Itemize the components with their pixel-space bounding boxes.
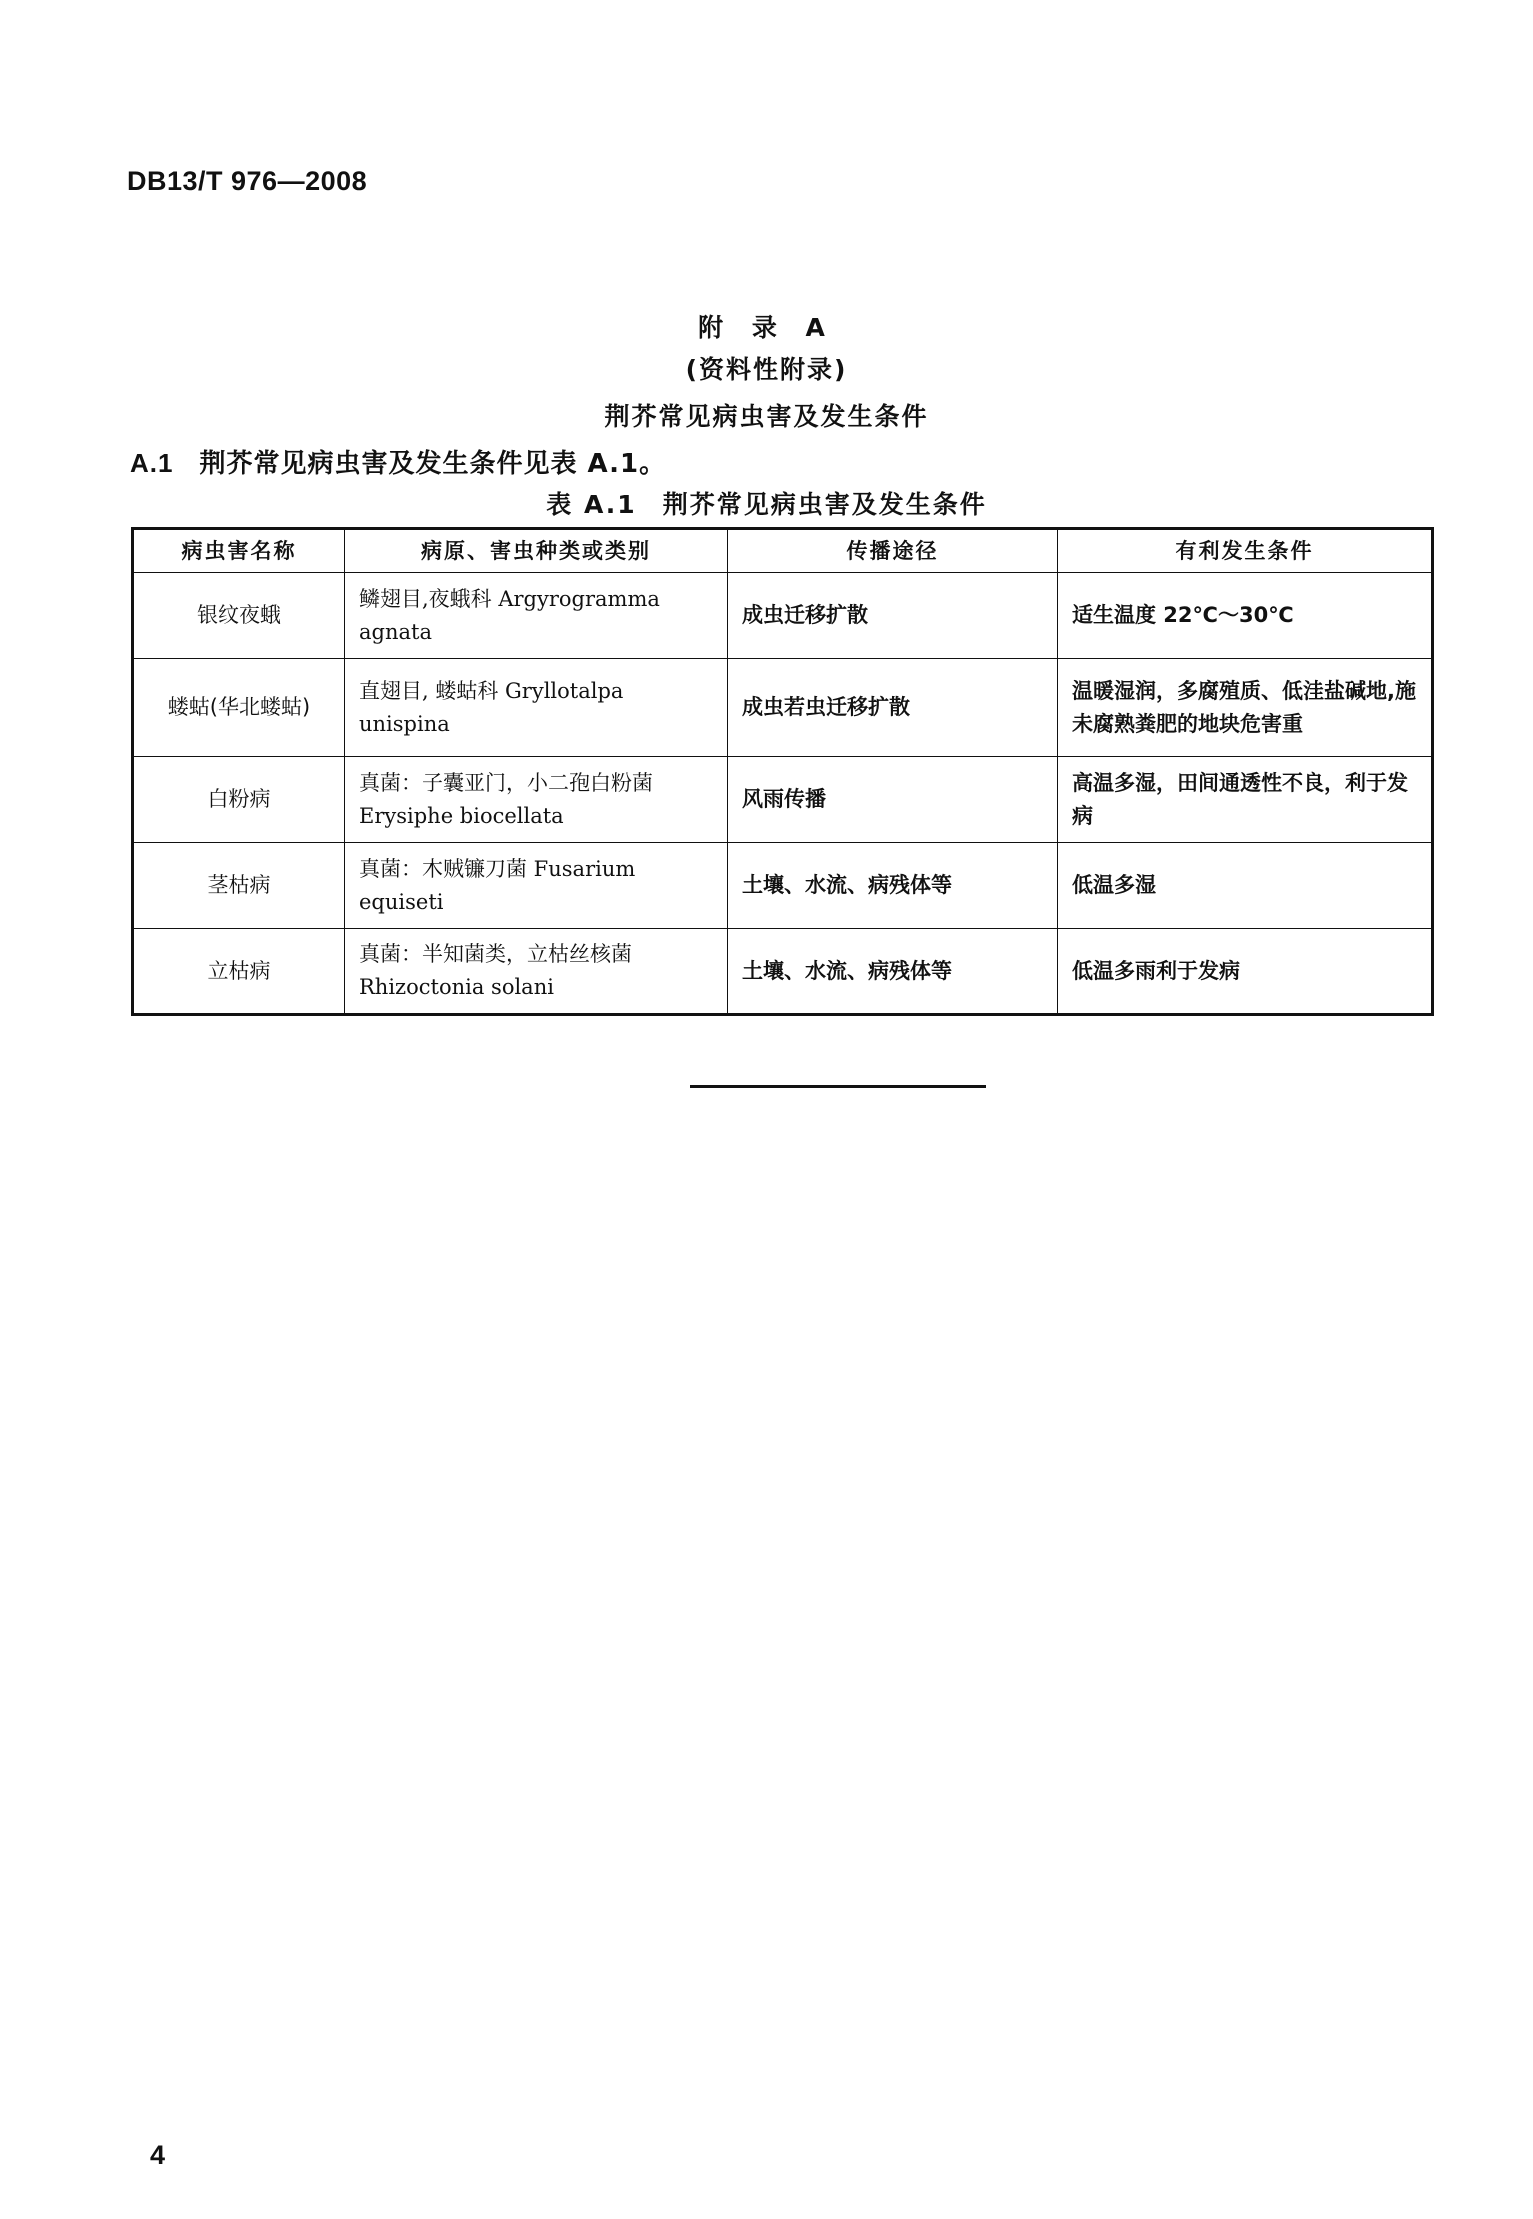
- table-header-row: [133, 529, 1433, 573]
- cell-cause: 直翅目, 蝼蛄科 Gryllotalpa unispina: [345, 659, 728, 757]
- cell-condition: 温暖湿润，多腐殖质、低洼盐碱地,施未腐熟粪肥的地块危害重: [1058, 659, 1433, 757]
- table-caption-label: 表 A.1: [546, 490, 637, 519]
- annex-type: (资料性附录): [685, 355, 848, 384]
- document-code: DB13/T 976—2008: [127, 166, 368, 196]
- cell-cause: 真菌：木贼镰刀菌 Fusarium equiseti: [345, 843, 728, 929]
- cell-spread: 土壤、水流、病残体等: [728, 843, 1058, 929]
- cell-condition: 低温多湿: [1058, 843, 1433, 929]
- header-spread: 传播途径: [728, 529, 1058, 573]
- page-number: 4: [150, 2140, 166, 2170]
- cell-name: 立枯病: [133, 929, 345, 1015]
- cell-name: 白粉病: [133, 757, 345, 843]
- header-name: 病虫害名称: [133, 529, 345, 573]
- annex-name: 荆芥常见病虫害及发生条件: [604, 402, 929, 431]
- table-row: [133, 757, 1433, 843]
- table-row: [133, 929, 1433, 1015]
- end-rule: [690, 1085, 986, 1088]
- cell-cause: 鳞翅目,夜蛾科 Argyrogramma agnata: [345, 573, 728, 659]
- cell-spread: 风雨传播: [728, 757, 1058, 843]
- cell-spread: 成虫若虫迁移扩散: [728, 659, 1058, 757]
- cell-condition: 适生温度 22℃～30℃: [1058, 573, 1433, 659]
- table-row: [133, 843, 1433, 929]
- cell-cause: 真菌：半知菌类，立枯丝核菌 Rhizoctonia solani: [345, 929, 728, 1015]
- table-caption-title: 荆芥常见病虫害及发生条件: [662, 490, 987, 519]
- cell-name: 蝼蛄(华北蝼蛄): [133, 659, 345, 757]
- section-number: A.1: [130, 448, 174, 478]
- header-condition: 有利发生条件: [1058, 529, 1433, 573]
- cell-spread: 土壤、水流、病残体等: [728, 929, 1058, 1015]
- cell-condition: 低温多雨利于发病: [1058, 929, 1433, 1015]
- cell-name: 茎枯病: [133, 843, 345, 929]
- table-caption: [0, 485, 1533, 521]
- cell-condition: 高温多湿，田间通透性不良，利于发病: [1058, 757, 1433, 843]
- section-a1: [130, 443, 666, 480]
- cell-name: 银纹夜蛾: [133, 573, 345, 659]
- table-row: [133, 659, 1433, 757]
- header-cause: 病原、害虫种类或类别: [345, 529, 728, 573]
- pest-disease-table: [131, 527, 1434, 1016]
- table-row: [133, 573, 1433, 659]
- annex-title: 附 录 A: [698, 313, 835, 342]
- cell-cause: 真菌：子囊亚门，小二孢白粉菌 Erysiphe biocellata: [345, 757, 728, 843]
- cell-spread: 成虫迁移扩散: [728, 573, 1058, 659]
- section-text: 荆芥常见病虫害及发生条件见表 A.1。: [199, 449, 667, 479]
